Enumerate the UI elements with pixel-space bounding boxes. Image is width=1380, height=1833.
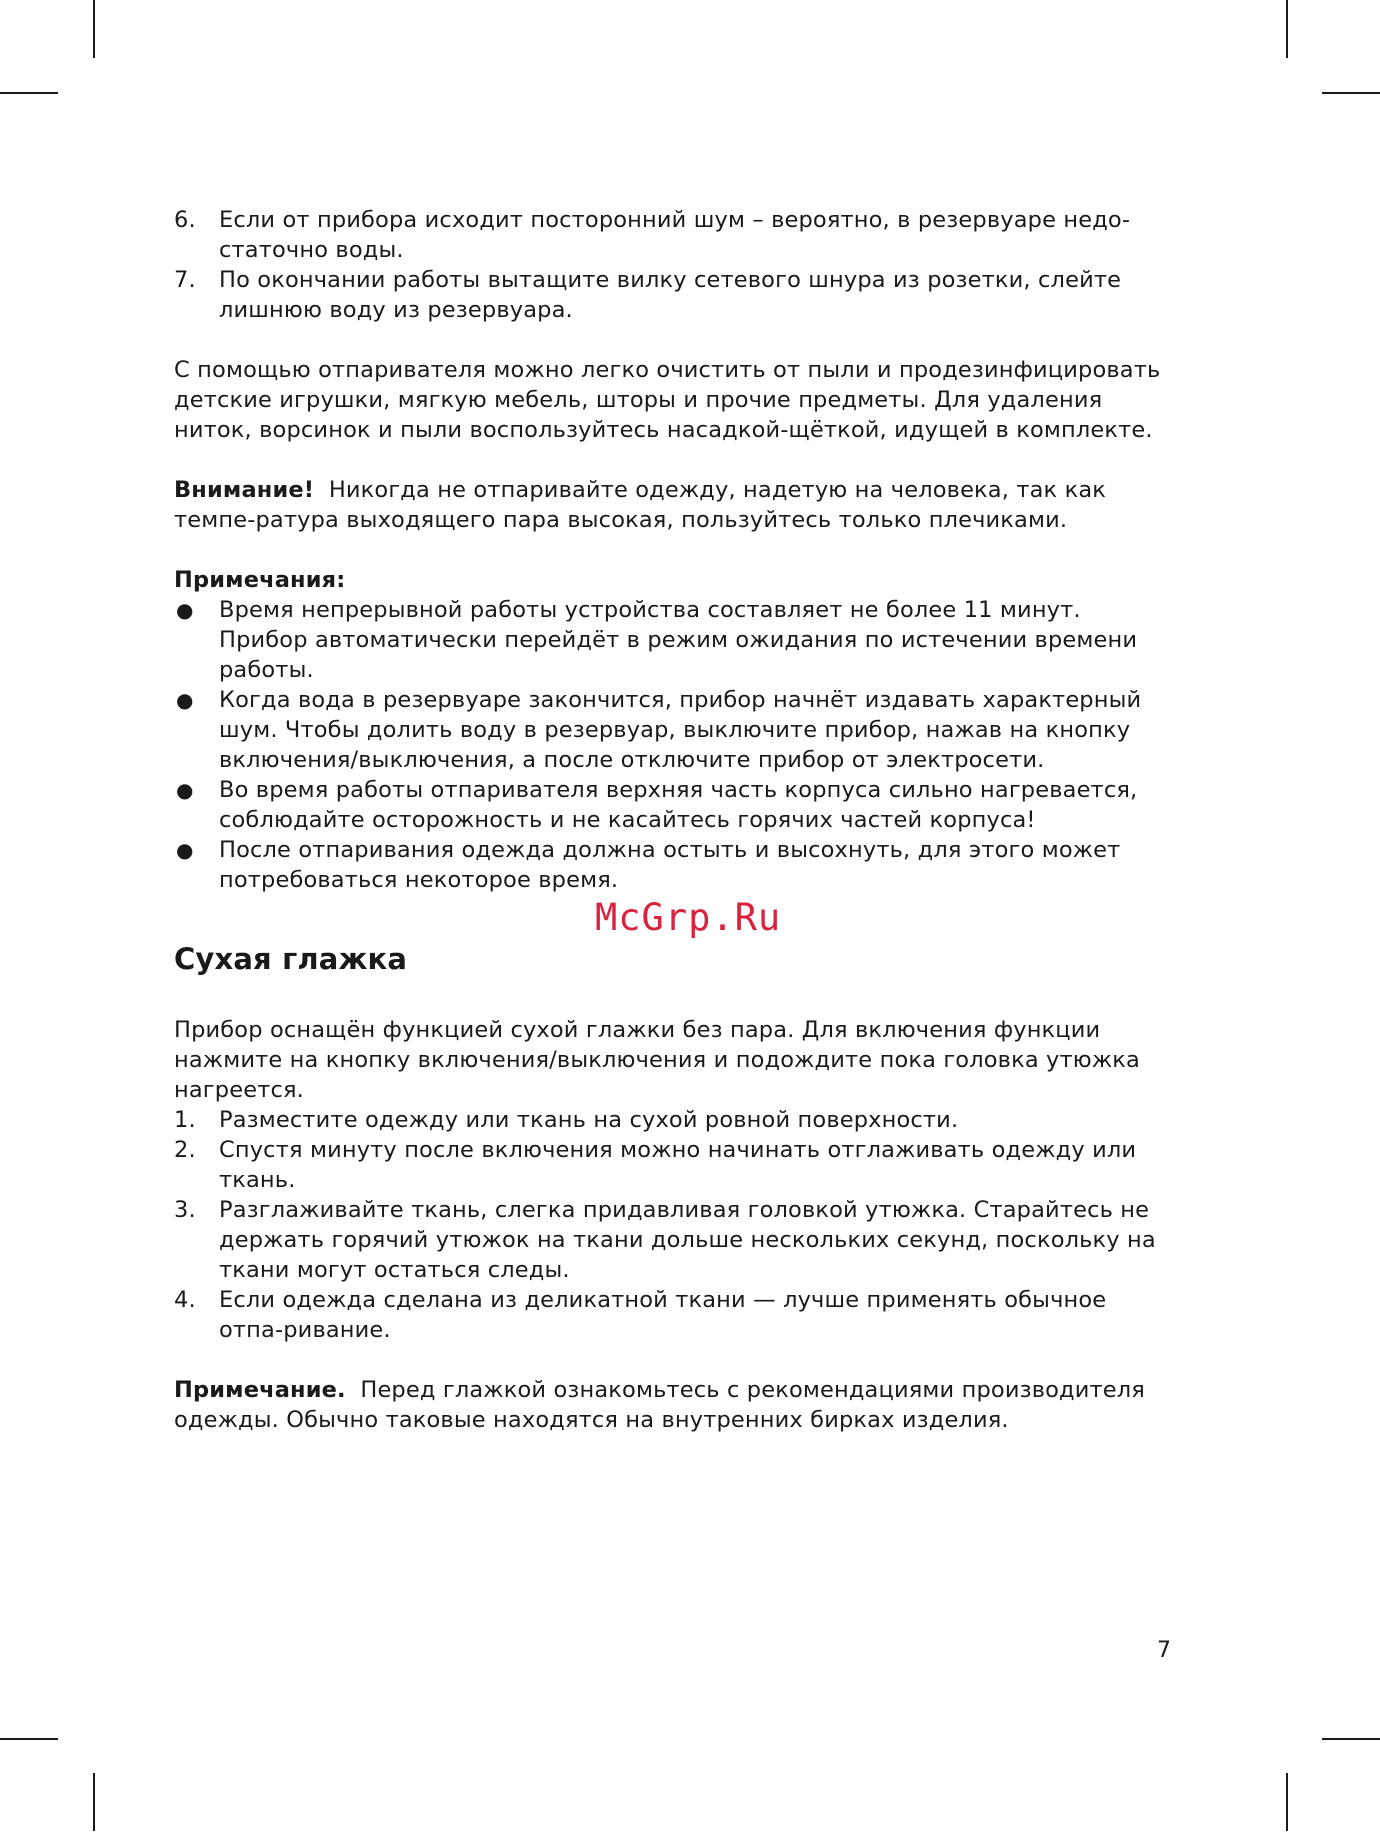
list-item (174, 775, 1174, 835)
step-text: Разглаживайте ткань, слегка придавливая головкой утюжка. Старайтесь не держать горячий утюжок на ткани дольше нескольких секунд, поскольку на ткани могут остаться следы. (219, 1197, 1156, 1283)
numbered-step (174, 1105, 1174, 1135)
numbered-step (174, 1195, 1174, 1285)
crop-mark (1322, 1738, 1380, 1740)
bullet-icon: ● (176, 838, 194, 862)
bullet-icon: ● (176, 688, 194, 712)
crop-mark (93, 0, 95, 58)
warning-paragraph (174, 475, 1174, 535)
list-item (174, 835, 1174, 895)
list-item (174, 685, 1174, 775)
dry-ironing-intro: Прибор оснащён функцией сухой глажки без пара. Для включения функции нажмите на кнопку включения/выключения и подождите пока головка утюжка нагреется. (174, 1017, 1140, 1103)
crop-mark (0, 92, 58, 94)
numbered-step (174, 1135, 1174, 1195)
note-body: Перед глажкой ознакомьтесь с рекомендациями производителя одежды. Обычно таковые находятся на внутренних бирках изделия. (174, 1377, 1145, 1433)
note-text: Время непрерывной работы устройства составляет не более 11 минут. Прибор автоматически перейдёт в режим ожидания по истечении времени работы. (219, 597, 1138, 683)
numbered-step (174, 265, 1174, 325)
step-text: По окончании работы вытащите вилку сетевого шнура из розетки, слейте лишнюю воду из резервуара. (219, 267, 1122, 323)
step-text: Спустя минуту после включения можно начинать отглаживать одежду или ткань. (219, 1137, 1137, 1193)
page-number: 7 (1157, 1638, 1171, 1663)
step-number: 4. (174, 1287, 196, 1313)
note-paragraph (174, 1375, 1174, 1435)
step-number: 3. (174, 1197, 196, 1223)
list-item (174, 595, 1174, 685)
numbered-step (174, 205, 1174, 265)
cleaning-paragraph: С помощью отпаривателя можно легко очистить от пыли и продезинфицировать детские игрушки, мягкую мебель, шторы и прочие предметы. Для удаления ниток, ворсинок и пыли воспользуйтесь насадкой-щёткой, идущей в комплекте. (174, 357, 1161, 443)
step-number: 7. (174, 267, 196, 293)
warning-text: Никогда не отпаривайте одежду, надетую на человека, так как темпе-ратура выходящего пара высокая, пользуйтесь только плечиками. (174, 477, 1106, 533)
note-label: Примечание. (174, 1377, 346, 1403)
numbered-step (174, 1285, 1174, 1345)
bullet-icon: ● (176, 598, 194, 622)
step-text: Разместите одежду или ткань на сухой ровной поверхности. (219, 1107, 959, 1133)
step-text: Если одежда сделана из деликатной ткани — лучше применять обычное отпа-ривание. (219, 1287, 1107, 1343)
crop-mark (0, 1738, 58, 1740)
page-content (174, 205, 1174, 1435)
warning-label: Внимание! (174, 477, 315, 503)
step-text: Если от прибора исходит посторонний шум – вероятно, в резервуаре недо-статочно воды. (219, 207, 1131, 263)
crop-mark (1322, 92, 1380, 94)
crop-mark (1286, 1773, 1288, 1831)
note-text: Во время работы отпаривателя верхняя часть корпуса сильно нагревается, соблюдайте осторожность и не касайтесь горячих частей корпуса! (219, 777, 1138, 833)
crop-mark (1286, 0, 1288, 58)
crop-mark (93, 1773, 95, 1831)
notes-heading: Примечания: (174, 567, 346, 593)
step-number: 2. (174, 1137, 196, 1163)
watermark: McGrp.Ru (595, 896, 782, 939)
step-number: 6. (174, 207, 196, 233)
step-number: 1. (174, 1107, 196, 1133)
note-text: После отпаривания одежда должна остыть и высохнуть, для этого может потребоваться некоторое время. (219, 837, 1121, 893)
bullet-icon: ● (176, 778, 194, 802)
note-text: Когда вода в резервуаре закончится, прибор начнёт издавать характерный шум. Чтобы долить воду в резервуар, выключите прибор, нажав на кнопку включения/выключения, а после отключите прибор от электросети. (219, 687, 1142, 773)
section-title: Сухая глажка (174, 942, 408, 976)
